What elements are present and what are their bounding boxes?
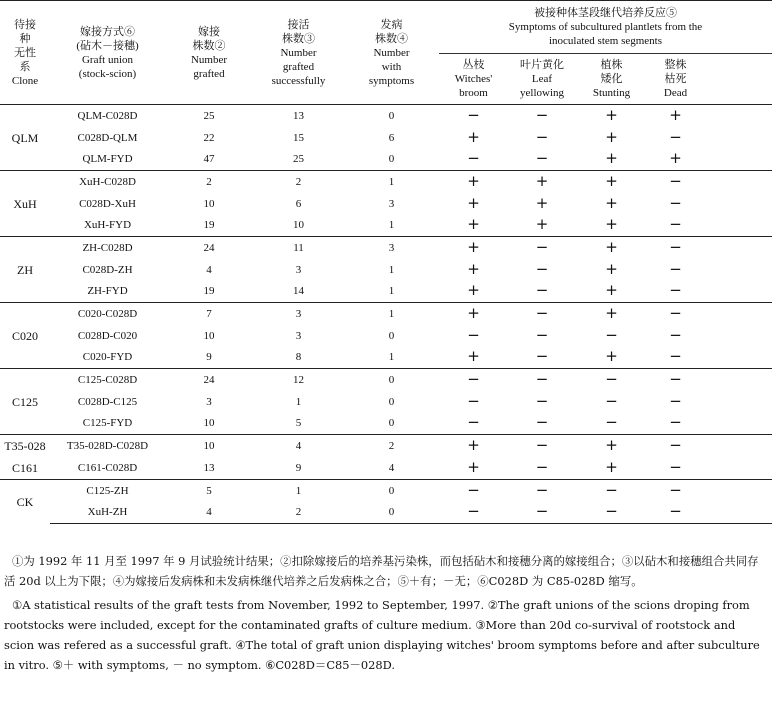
- leaf-yellowing-cell: [508, 457, 576, 479]
- symptom-mark: −: [535, 281, 549, 300]
- header-graft-union: 嫁接方式⑥ (砧木－接穗) Graft union (stock-scion): [50, 1, 165, 105]
- footnote-english: ①A statistical results of the graft tests from November, 1992 to September, 1997. ②The graft unions of the scions droping from rootstocks were included, except for the contaminated grafts of culture medium. ③More than 20d co-survival of rootstock and scion was refered as a successful graft. ④The total of graft union displaying witches' broom symptoms before and after subculture in vitro. ⑤＋ with symptoms, － no symptom. ⑥C028D＝C85－028D.: [4, 598, 760, 672]
- number-grafted-cell: 10: [203, 197, 215, 210]
- symptom-mark: −: [535, 457, 549, 476]
- dead-cell: [647, 347, 704, 369]
- symptom-mark: +: [669, 149, 682, 168]
- number-grafted-cell: 3: [206, 395, 212, 408]
- symptom-mark: −: [669, 370, 682, 389]
- witches-broom-cell: [439, 214, 508, 236]
- with-symptoms-cell: 0: [388, 329, 395, 342]
- grafted-successfully-cell: 8: [295, 351, 302, 364]
- grafted-successfully-cell: 1: [295, 395, 302, 408]
- graft-union-cell: QLM-C028D: [50, 105, 165, 127]
- header-witches-broom: 丛枝 Witches' broom: [439, 54, 508, 105]
- with-symptoms-cell: 1: [388, 263, 395, 276]
- header-number-grafted: 嫁接 株数② Number grafted: [165, 1, 253, 105]
- with-symptoms-cell: 0: [388, 395, 395, 408]
- header-stunting: 植株 矮化 Stunting: [576, 54, 647, 105]
- table-row: [0, 457, 772, 479]
- number-grafted-cell: 2: [165, 171, 253, 193]
- with-symptoms-cell: 1: [344, 171, 439, 193]
- spacer-cell: [704, 479, 772, 501]
- symptom-mark: +: [467, 193, 480, 212]
- witches-broom-cell: [439, 435, 508, 457]
- dead-cell: [647, 148, 704, 170]
- dead-cell: [647, 479, 704, 501]
- header-with-symptoms: 发病 株数④ Number with symptoms: [344, 1, 439, 105]
- stunting-cell: [576, 303, 647, 325]
- witches-broom-cell: [439, 369, 508, 391]
- table-row: [0, 391, 772, 413]
- symptom-mark: +: [467, 347, 480, 366]
- spacer-cell: [704, 391, 772, 413]
- symptom-mark: −: [535, 325, 549, 344]
- symptom-mark: +: [605, 105, 618, 124]
- header-clone: 待接 种 无性 系 Clone: [0, 1, 50, 105]
- grafted-successfully-cell: 4: [253, 435, 344, 457]
- symptom-mark: +: [467, 237, 480, 256]
- spacer-cell: [704, 435, 772, 457]
- stunting-cell: [576, 127, 647, 149]
- symptom-mark: −: [605, 480, 618, 499]
- spacer-cell: [704, 347, 772, 369]
- symptom-mark: +: [467, 259, 480, 278]
- footnote-chinese: ①为 1992 年 11 月至 1997 年 9 月试验统计结果；②扣除嫁接后的培养基污染株，而包括砧木和接穗分离的嫁接组合；③以砧木和接穗组合共同存活 20d 以上为下限；④为嫁接后发病株和未发病株继代培养之后发病株之合；⑤＋有；－无；⑥C028D 为 C85-028D 缩写。: [4, 554, 759, 588]
- with-symptoms-cell: 0: [344, 479, 439, 501]
- symptom-mark: −: [605, 502, 618, 521]
- grafted-successfully-cell: 25: [293, 153, 304, 166]
- number-grafted-cell: 10: [165, 435, 253, 457]
- spacer-cell: [704, 148, 772, 170]
- symptom-mark: −: [467, 325, 480, 344]
- symptom-mark: −: [535, 127, 549, 146]
- stunting-cell: [576, 435, 647, 457]
- symptom-mark: +: [467, 304, 480, 323]
- stunting-cell: [576, 281, 647, 303]
- stunting-cell: [576, 259, 647, 281]
- clone-cell: C125: [0, 369, 50, 435]
- table-row: [0, 127, 772, 149]
- graft-union-cell: ZH-FYD: [87, 285, 128, 298]
- symptom-mark: −: [669, 502, 682, 521]
- with-symptoms-cell: 0: [388, 417, 395, 430]
- leaf-yellowing-cell: [508, 193, 576, 215]
- clone-cell: CK: [0, 479, 50, 523]
- graft-union-cell: C125-FYD: [82, 417, 133, 430]
- symptom-mark: −: [669, 215, 682, 234]
- graft-union-cell: C020-C028D: [50, 303, 165, 325]
- grafted-successfully-cell: 3: [253, 303, 344, 325]
- with-symptoms-cell: 1: [388, 285, 395, 298]
- witches-broom-cell: [439, 237, 508, 259]
- symptom-mark: −: [535, 259, 549, 278]
- leaf-yellowing-cell: [508, 303, 576, 325]
- grafted-successfully-cell: 1: [253, 479, 344, 501]
- graft-union-cell: C028D-C020: [77, 329, 138, 342]
- symptom-mark: +: [467, 457, 480, 476]
- spacer-cell: [704, 281, 772, 303]
- number-grafted-cell: 19: [203, 285, 215, 298]
- witches-broom-cell: [439, 391, 508, 413]
- symptom-mark: −: [467, 370, 480, 389]
- stunting-cell: [576, 347, 647, 369]
- stunting-cell: [576, 479, 647, 501]
- symptom-mark: −: [669, 237, 682, 256]
- symptom-mark: +: [467, 127, 480, 146]
- dead-cell: [647, 435, 704, 457]
- grafted-successfully-cell: 3: [295, 329, 302, 342]
- number-grafted-cell: 19: [203, 219, 215, 232]
- number-grafted-cell: 25: [165, 105, 253, 127]
- symptom-mark: −: [535, 149, 549, 168]
- table-row: [0, 369, 772, 391]
- with-symptoms-cell: 4: [388, 461, 395, 474]
- witches-broom-cell: [439, 259, 508, 281]
- symptom-mark: −: [669, 436, 682, 455]
- spacer-cell: [704, 457, 772, 479]
- leaf-yellowing-cell: [508, 391, 576, 413]
- symptom-mark: −: [669, 127, 682, 146]
- leaf-yellowing-cell: [508, 501, 576, 523]
- number-grafted-cell: 7: [165, 303, 253, 325]
- symptom-mark: +: [605, 281, 618, 300]
- symptom-mark: −: [669, 259, 682, 278]
- table-row: [0, 281, 772, 303]
- header-leaf-yellowing: 叶片黄化 Leaf yellowing: [508, 54, 576, 105]
- symptom-mark: +: [535, 193, 549, 212]
- table-row: [0, 237, 772, 259]
- symptom-mark: −: [535, 502, 549, 521]
- witches-broom-cell: [439, 457, 508, 479]
- with-symptoms-cell: 3: [344, 237, 439, 259]
- table-row: [0, 479, 772, 501]
- table-row: [0, 413, 772, 435]
- table-row: [0, 193, 772, 215]
- witches-broom-cell: [439, 413, 508, 435]
- spacer-cell: [704, 369, 772, 391]
- leaf-yellowing-cell: [508, 237, 576, 259]
- symptom-mark: −: [467, 502, 480, 521]
- graft-union-cell: C125-C028D: [50, 369, 165, 391]
- dead-cell: [647, 303, 704, 325]
- grafted-successfully-cell: 14: [293, 285, 304, 298]
- graft-union-cell: C161-C028D: [77, 461, 138, 474]
- witches-broom-cell: [439, 325, 508, 347]
- table-row: [0, 435, 772, 457]
- spacer-cell: [704, 413, 772, 435]
- stunting-cell: [576, 369, 647, 391]
- witches-broom-cell: [439, 303, 508, 325]
- symptom-mark: +: [535, 215, 549, 234]
- symptom-mark: −: [467, 391, 480, 410]
- symptom-mark: −: [535, 413, 549, 432]
- table-body: [0, 105, 772, 524]
- symptom-mark: −: [535, 237, 549, 256]
- stunting-cell: [576, 193, 647, 215]
- stunting-cell: [576, 105, 647, 127]
- witches-broom-cell: [439, 105, 508, 127]
- graft-union-cell: XuH-ZH: [50, 501, 165, 523]
- spacer-cell: [704, 325, 772, 347]
- table-row: [0, 105, 772, 127]
- symptom-mark: −: [605, 325, 618, 344]
- header-subculture-reaction: 被接种体茎段继代培养反应⑤ Symptoms of subcultured plantlets from the inoculated stem segments: [439, 1, 772, 54]
- grafted-successfully-cell: 15: [293, 131, 304, 144]
- witches-broom-cell: [439, 281, 508, 303]
- symptom-mark: +: [605, 127, 618, 146]
- graft-union-cell: C028D-QLM: [77, 131, 138, 144]
- with-symptoms-cell: 0: [388, 153, 395, 166]
- symptom-mark: −: [669, 281, 682, 300]
- grafted-successfully-cell: 6: [295, 197, 302, 210]
- witches-broom-cell: [439, 171, 508, 193]
- table-row: [0, 501, 772, 523]
- symptom-mark: +: [605, 347, 618, 366]
- spacer-cell: [704, 214, 772, 236]
- dead-cell: [647, 237, 704, 259]
- spacer-cell: [704, 127, 772, 149]
- witches-broom-cell: [439, 127, 508, 149]
- symptom-mark: +: [467, 281, 480, 300]
- symptom-mark: −: [535, 304, 549, 323]
- symptom-mark: −: [535, 391, 549, 410]
- symptom-mark: +: [467, 436, 480, 455]
- symptom-mark: −: [669, 391, 682, 410]
- with-symptoms-cell: 6: [388, 131, 395, 144]
- graft-union-cell: T35-028D-C028D: [50, 435, 165, 457]
- dead-cell: [647, 171, 704, 193]
- with-symptoms-cell: 2: [344, 435, 439, 457]
- grafted-successfully-cell: 9: [295, 461, 302, 474]
- symptom-mark: −: [669, 413, 682, 432]
- number-grafted-cell: 9: [206, 351, 212, 364]
- graft-union-cell: C020-FYD: [82, 351, 133, 364]
- symptom-mark: −: [669, 325, 682, 344]
- number-grafted-cell: 4: [206, 263, 212, 276]
- with-symptoms-cell: 1: [388, 351, 395, 364]
- stunting-cell: [576, 413, 647, 435]
- number-grafted-cell: 5: [165, 479, 253, 501]
- leaf-yellowing-cell: [508, 127, 576, 149]
- table-row: [0, 259, 772, 281]
- witches-broom-cell: [439, 193, 508, 215]
- leaf-yellowing-cell: [508, 369, 576, 391]
- number-grafted-cell: 10: [203, 417, 215, 430]
- graft-union-cell: C028D-C125: [77, 395, 138, 408]
- spacer-cell: [704, 237, 772, 259]
- clone-cell: C020: [0, 303, 50, 369]
- clone-cell: XuH: [0, 171, 50, 237]
- symptom-mark: +: [669, 105, 682, 124]
- stunting-cell: [576, 325, 647, 347]
- table-row: [0, 214, 772, 236]
- grafted-successfully-cell: 11: [253, 237, 344, 259]
- leaf-yellowing-cell: [508, 413, 576, 435]
- with-symptoms-cell: 1: [388, 219, 395, 232]
- leaf-yellowing-cell: [508, 105, 576, 127]
- symptom-mark: −: [535, 370, 549, 389]
- header-spacer: [704, 54, 772, 105]
- symptom-mark: +: [605, 193, 618, 212]
- header-grafted-successfully: 接活 株数③ Number grafted successfully: [253, 1, 344, 105]
- symptom-mark: +: [605, 304, 618, 323]
- stunting-cell: [576, 501, 647, 523]
- symptom-mark: −: [535, 347, 549, 366]
- leaf-yellowing-cell: [508, 148, 576, 170]
- number-grafted-cell: 22: [203, 131, 215, 144]
- dead-cell: [647, 413, 704, 435]
- spacer-cell: [704, 105, 772, 127]
- dead-cell: [647, 501, 704, 523]
- dead-cell: [647, 214, 704, 236]
- stunting-cell: [576, 171, 647, 193]
- table-row: [0, 347, 772, 369]
- number-grafted-cell: 24: [165, 369, 253, 391]
- symptom-mark: +: [605, 457, 618, 476]
- stunting-cell: [576, 457, 647, 479]
- dead-cell: [647, 105, 704, 127]
- number-grafted-cell: 10: [203, 329, 215, 342]
- with-symptoms-cell: 0: [344, 105, 439, 127]
- leaf-yellowing-cell: [508, 171, 576, 193]
- symptom-mark: −: [669, 480, 682, 499]
- stunting-cell: [576, 237, 647, 259]
- witches-broom-cell: [439, 501, 508, 523]
- leaf-yellowing-cell: [508, 325, 576, 347]
- number-grafted-cell: 4: [165, 501, 253, 523]
- clone-cell: T35-028: [0, 435, 50, 457]
- symptom-mark: −: [605, 370, 618, 389]
- spacer-cell: [704, 259, 772, 281]
- symptom-mark: −: [669, 457, 682, 476]
- grafted-successfully-cell: 10: [293, 219, 304, 232]
- symptom-mark: −: [467, 480, 480, 499]
- graft-union-cell: C125-ZH: [50, 479, 165, 501]
- spacer-cell: [704, 171, 772, 193]
- witches-broom-cell: [439, 479, 508, 501]
- table-row: [0, 148, 772, 170]
- number-grafted-cell: 47: [203, 153, 215, 166]
- symptom-mark: +: [605, 149, 618, 168]
- stunting-cell: [576, 148, 647, 170]
- witches-broom-cell: [439, 148, 508, 170]
- table-row: [0, 171, 772, 193]
- header-dead: 整株 枯死 Dead: [647, 54, 704, 105]
- dead-cell: [647, 259, 704, 281]
- table-row: [0, 325, 772, 347]
- with-symptoms-cell: 3: [388, 197, 395, 210]
- clone-cell: ZH: [0, 237, 50, 303]
- symptom-mark: −: [467, 413, 480, 432]
- symptom-mark: −: [669, 171, 682, 190]
- with-symptoms-cell: 0: [344, 501, 439, 523]
- witches-broom-cell: [439, 347, 508, 369]
- dead-cell: [647, 281, 704, 303]
- symptom-mark: −: [669, 193, 682, 212]
- graft-union-cell: XuH-FYD: [83, 219, 132, 232]
- symptom-mark: −: [605, 391, 618, 410]
- grafted-successfully-cell: 3: [295, 263, 302, 276]
- grafted-successfully-cell: 2: [253, 501, 344, 523]
- dead-cell: [647, 369, 704, 391]
- clone-cell: C161: [11, 460, 38, 475]
- grafted-successfully-cell: 12: [253, 369, 344, 391]
- symptom-mark: +: [467, 171, 480, 190]
- number-grafted-cell: 13: [203, 461, 215, 474]
- symptom-mark: +: [605, 171, 618, 190]
- dead-cell: [647, 457, 704, 479]
- spacer-cell: [704, 501, 772, 523]
- stunting-cell: [576, 214, 647, 236]
- with-symptoms-cell: 1: [344, 303, 439, 325]
- spacer-cell: [704, 303, 772, 325]
- symptom-mark: −: [467, 105, 480, 124]
- symptom-mark: +: [605, 259, 618, 278]
- clone-cell: QLM: [0, 105, 50, 171]
- symptom-mark: −: [467, 149, 480, 168]
- symptom-mark: +: [605, 436, 618, 455]
- symptom-mark: +: [535, 171, 549, 190]
- with-symptoms-cell: 0: [344, 369, 439, 391]
- leaf-yellowing-cell: [508, 435, 576, 457]
- graft-union-cell: ZH-C028D: [50, 237, 165, 259]
- symptom-mark: +: [605, 215, 618, 234]
- graft-union-cell: XuH-C028D: [50, 171, 165, 193]
- symptom-mark: −: [535, 105, 549, 124]
- symptom-mark: −: [669, 304, 682, 323]
- leaf-yellowing-cell: [508, 479, 576, 501]
- number-grafted-cell: 24: [165, 237, 253, 259]
- stunting-cell: [576, 391, 647, 413]
- symptom-mark: +: [605, 237, 618, 256]
- graft-union-cell: C028D-ZH: [82, 263, 133, 276]
- dead-cell: [647, 127, 704, 149]
- graft-union-cell: C028D-XuH: [79, 197, 136, 210]
- table-footnotes: [4, 552, 766, 675]
- leaf-yellowing-cell: [508, 281, 576, 303]
- leaf-yellowing-cell: [508, 214, 576, 236]
- symptom-mark: −: [535, 436, 549, 455]
- spacer-cell: [704, 193, 772, 215]
- symptom-mark: −: [605, 413, 618, 432]
- grafted-successfully-cell: 5: [295, 417, 302, 430]
- dead-cell: [647, 193, 704, 215]
- grafted-successfully-cell: 2: [253, 171, 344, 193]
- grafted-successfully-cell: 13: [253, 105, 344, 127]
- symptom-mark: −: [535, 480, 549, 499]
- leaf-yellowing-cell: [508, 259, 576, 281]
- leaf-yellowing-cell: [508, 347, 576, 369]
- symptom-mark: +: [467, 215, 480, 234]
- table-row: [0, 303, 772, 325]
- symptom-mark: −: [669, 347, 682, 366]
- dead-cell: [647, 325, 704, 347]
- graft-union-cell: QLM-FYD: [82, 153, 133, 166]
- dead-cell: [647, 391, 704, 413]
